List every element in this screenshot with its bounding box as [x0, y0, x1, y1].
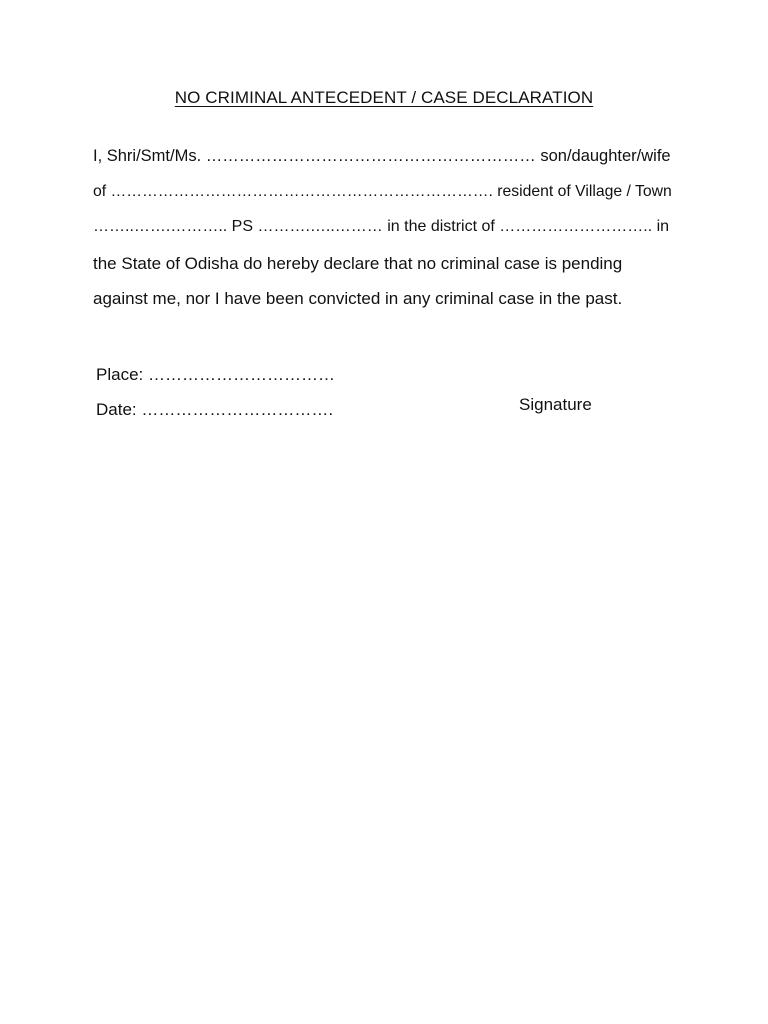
body-line-1 [93, 147, 675, 166]
document-title: NO CRIMINAL ANTECEDENT / CASE DECLARATION [174, 88, 594, 107]
body-line-1-left: I, Shri/Smt/Ms. …………………………………………………… son/daughter/wife [93, 147, 671, 165]
body-line-3: ……..…….……….. PS ……….…..……… in the district of ……………………….. in [93, 218, 670, 235]
signature-label: Signature [519, 395, 592, 414]
body-line-5: against me, nor I have been convicted in any criminal case in the past. [93, 289, 623, 308]
place-field: Place: …………………………… [96, 365, 335, 384]
date-field: Date: ……………………………. [96, 400, 334, 419]
body-line-4: the State of Odisha do hereby declare that no criminal case is pending [93, 254, 623, 273]
body-line-2: of ………………………………………………………………. resident of Village / Town [93, 183, 672, 200]
